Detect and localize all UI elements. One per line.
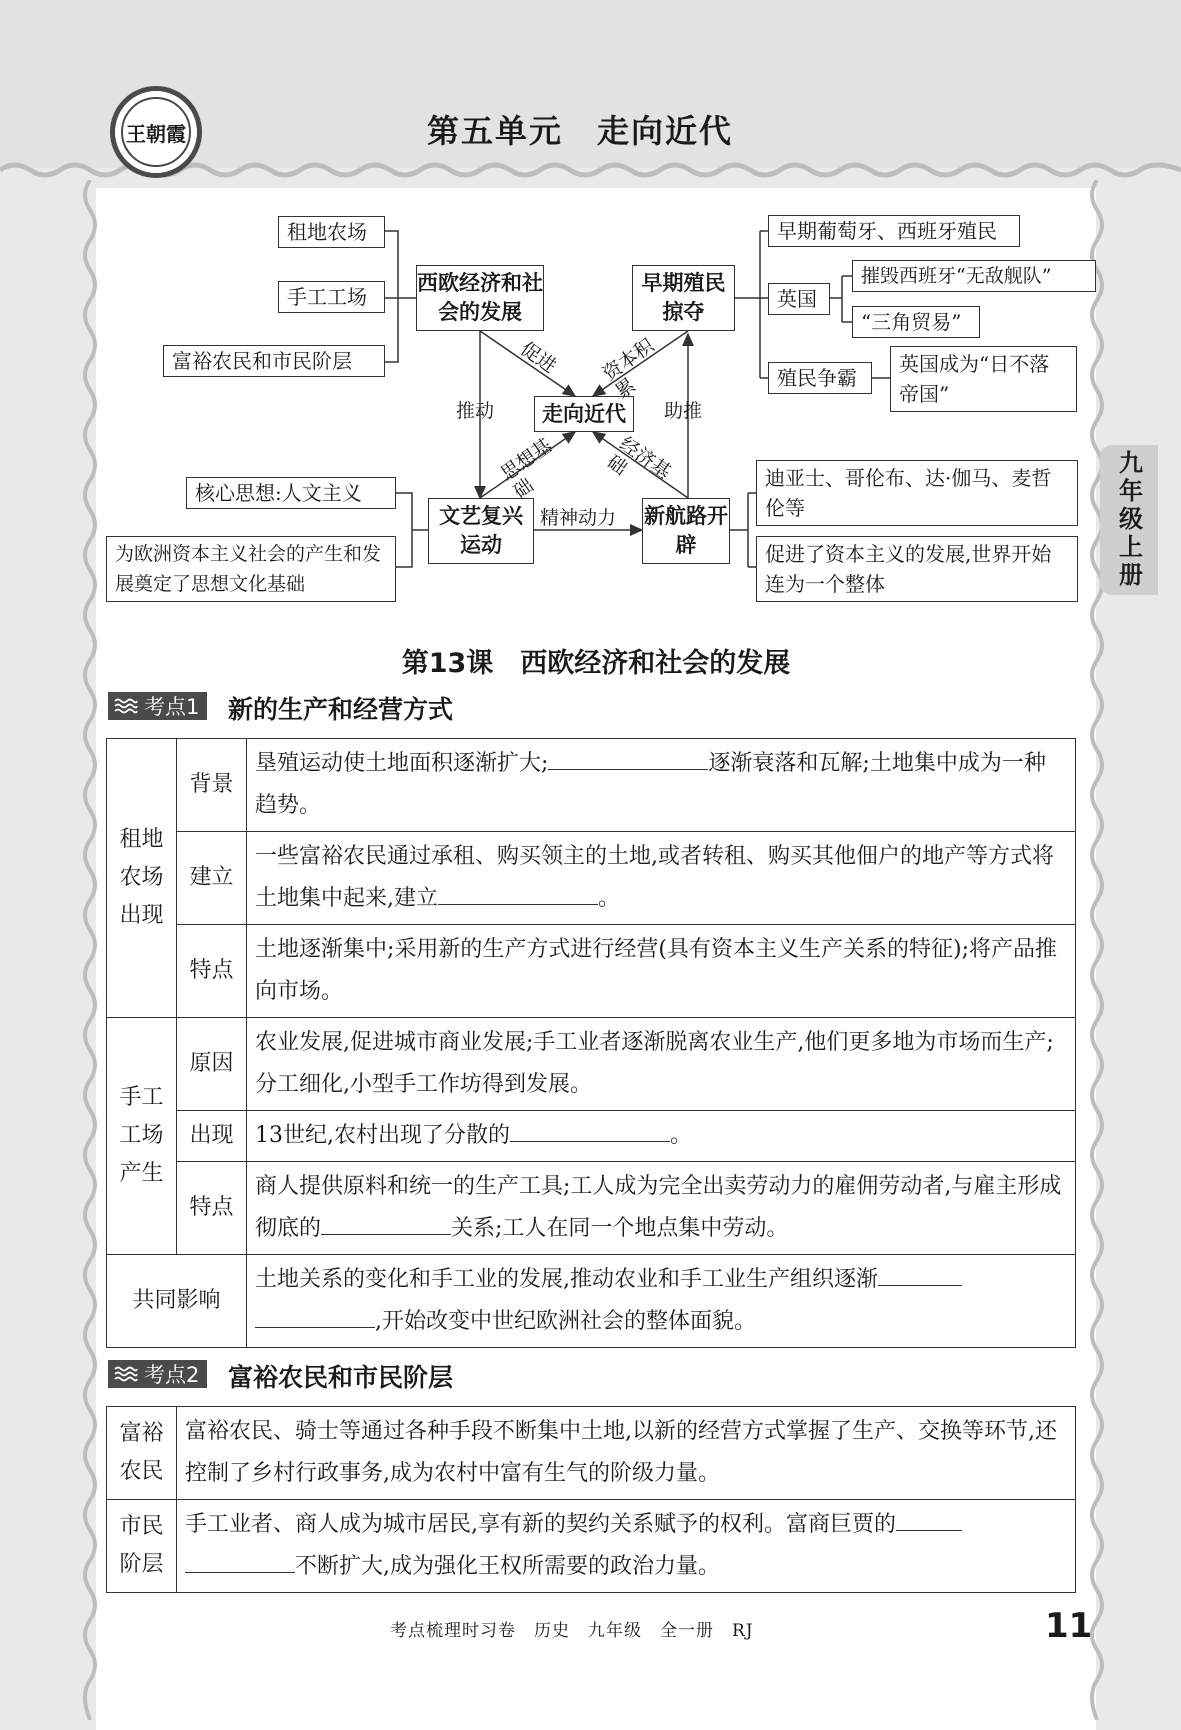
- row-content: [247, 1162, 1076, 1255]
- label-thought-basis: 思想基础: [496, 434, 557, 504]
- box-triangle-trade: “三角贸易”: [852, 306, 980, 338]
- table-row: [107, 1500, 1076, 1593]
- footer-text: 考点梳理时习卷 历史 九年级 全一册 RJ: [390, 1621, 754, 1641]
- page-number: 11: [1045, 1606, 1093, 1646]
- box-armada: 摧毁西班牙“无敌舰队”: [852, 260, 1096, 292]
- table-row: [107, 1407, 1076, 1500]
- row-text: 一些富裕农民通过承租、购买领主的土地,或者转租、购买其他佃户的地产等方式将土地集中起来,建立: [255, 844, 1054, 911]
- waves-icon: [114, 696, 138, 716]
- row-label: [107, 1500, 177, 1593]
- row-text: 垦殖运动使土地面积逐渐扩大;: [255, 751, 549, 776]
- box-navigators: 迪亚士、哥伦布、达·伽马、麦哲伦等: [756, 460, 1078, 526]
- group-label: [107, 1018, 177, 1255]
- row-label: 出现: [177, 1111, 247, 1162]
- row-content: 农业发展,促进城市商业发展;手工业者逐渐脱离农业生产,他们更多地为市场而生产;分工细化,小型手工作坊得到发展。: [247, 1018, 1076, 1111]
- label-capital-accumulation: 资本积累: [598, 334, 659, 404]
- box-renaissance-effect: 为欧洲资本主义社会的产生和发展奠定了思想文化基础: [106, 536, 396, 602]
- table-row: [107, 1255, 1076, 1348]
- kaodian1-badge: [108, 692, 207, 720]
- row-label: 建立: [177, 832, 247, 925]
- label-economic-basis: 经济基础: [602, 432, 675, 484]
- box-rich-peasants: 富裕农民和市民阶层: [163, 345, 385, 377]
- row-text: ,开始改变中世纪欧洲社会的整体面貌。: [375, 1309, 756, 1334]
- box-rent-farm: 租地农场: [278, 216, 385, 248]
- box-route-effect: 促进了资本主义的发展,世界开始连为一个整体: [756, 536, 1078, 602]
- row-text: 手工业者、商人成为城市居民,享有新的契约关系赋予的权利。富商巨贾的: [185, 1512, 896, 1537]
- row-label: 背景: [177, 739, 247, 832]
- row-text: 商人提供原料和统一的生产工具;工人成为完全出卖劳动力的雇佣劳动者,与雇主形成彻底的: [255, 1174, 1062, 1241]
- box-britain: 英国: [768, 283, 830, 315]
- label-promote: 促进: [516, 337, 561, 378]
- waves-icon: [114, 1364, 138, 1384]
- node-toward-modern: 走向近代: [534, 396, 634, 432]
- node-renaissance: 文艺复兴运动: [428, 498, 534, 564]
- row-text: 13世纪,农村出现了分散的: [255, 1123, 510, 1148]
- row-content: 土地逐渐集中;采用新的生产方式进行经营(具有资本主义生产关系的特征);将产品推向市场。: [247, 925, 1076, 1018]
- answer-blank[interactable]: [510, 1115, 670, 1142]
- row-content: [247, 832, 1076, 925]
- node-west-europe-economy: 西欧经济和社会的发展: [416, 265, 544, 331]
- row-label: 原因: [177, 1018, 247, 1111]
- row-text: 。: [670, 1123, 693, 1148]
- table-row: [107, 832, 1076, 925]
- kaodian2-table: [106, 1406, 1076, 1593]
- kaodian1-title: 新的生产和经营方式: [228, 695, 454, 724]
- answer-blank[interactable]: [185, 1546, 295, 1573]
- row-label: 共同影响: [107, 1255, 247, 1348]
- row-text: 不断扩大,成为强化王权所需要的政治力量。: [295, 1554, 720, 1579]
- row-content: 富裕农民、骑士等通过各种手段不断集中土地,以新的经营方式掌握了生产、交换等环节,还控制了乡村行政事务,成为农村中富有生气的阶级力量。: [177, 1407, 1076, 1500]
- row-text: 关系;工人在同一个地点集中劳动。: [451, 1216, 789, 1241]
- answer-blank[interactable]: [255, 1301, 375, 1328]
- kaodian1-table: [106, 738, 1076, 1348]
- row-text: 。: [598, 886, 621, 911]
- group-label-text: 手工工场产生: [119, 1085, 164, 1186]
- side-tab-label: 九年级上册: [1114, 450, 1143, 590]
- answer-blank[interactable]: [548, 743, 708, 770]
- row-label: 特点: [177, 925, 247, 1018]
- row-text: 逐渐衰落和瓦解;土地集中成为一种趋势。: [255, 751, 1046, 818]
- kaodian2-title: 富裕农民和市民阶层: [228, 1363, 454, 1392]
- box-workshop: 手工工场: [278, 281, 385, 313]
- node-new-route: 新航路开辟: [642, 498, 730, 564]
- answer-blank[interactable]: [896, 1504, 962, 1531]
- table-row: [107, 1018, 1076, 1111]
- table-row: [107, 1111, 1076, 1162]
- label-drive: 推动: [456, 400, 495, 422]
- row-content: [177, 1500, 1076, 1593]
- row-label: 特点: [177, 1162, 247, 1255]
- answer-blank[interactable]: [878, 1259, 962, 1286]
- box-humanism: 核心思想:人文主义: [186, 477, 396, 509]
- box-early-portugal-spain: 早期葡萄牙、西班牙殖民: [768, 215, 1020, 247]
- answer-blank[interactable]: [438, 878, 598, 905]
- row-content: [247, 1111, 1076, 1162]
- answer-blank[interactable]: [321, 1208, 451, 1235]
- kaodian1-badge-label: 考点1: [144, 695, 200, 719]
- row-label-text: 市民阶层: [119, 1514, 164, 1577]
- kaodian2-badge-label: 考点2: [144, 1363, 200, 1387]
- box-colonial-rivalry: 殖民争霸: [768, 362, 872, 394]
- group-label: [107, 739, 177, 1018]
- label-spirit-power: 精神动力: [540, 507, 617, 529]
- row-label: [107, 1407, 177, 1500]
- node-early-colonial: 早期殖民掠夺: [632, 265, 735, 331]
- box-sun-never-sets: 英国成为“日不落帝国”: [890, 346, 1077, 412]
- label-assist: 助推: [664, 400, 703, 422]
- unit-title: 第五单元 走向近代: [426, 112, 733, 150]
- row-content: [247, 739, 1076, 832]
- table-row: [107, 739, 1076, 832]
- kaodian2-badge: [108, 1360, 207, 1388]
- lesson-title: 第13课 西欧经济和社会的发展: [401, 648, 791, 679]
- table-row: [107, 925, 1076, 1018]
- row-content: [247, 1255, 1076, 1348]
- row-text: 土地关系的变化和手工业的发展,推动农业和手工业生产组织逐渐: [255, 1267, 878, 1292]
- table-row: [107, 1162, 1076, 1255]
- group-label-text: 租地农场出现: [119, 827, 164, 928]
- row-label-text: 富裕农民: [119, 1421, 164, 1484]
- logo-text: 王朝霞: [121, 97, 191, 167]
